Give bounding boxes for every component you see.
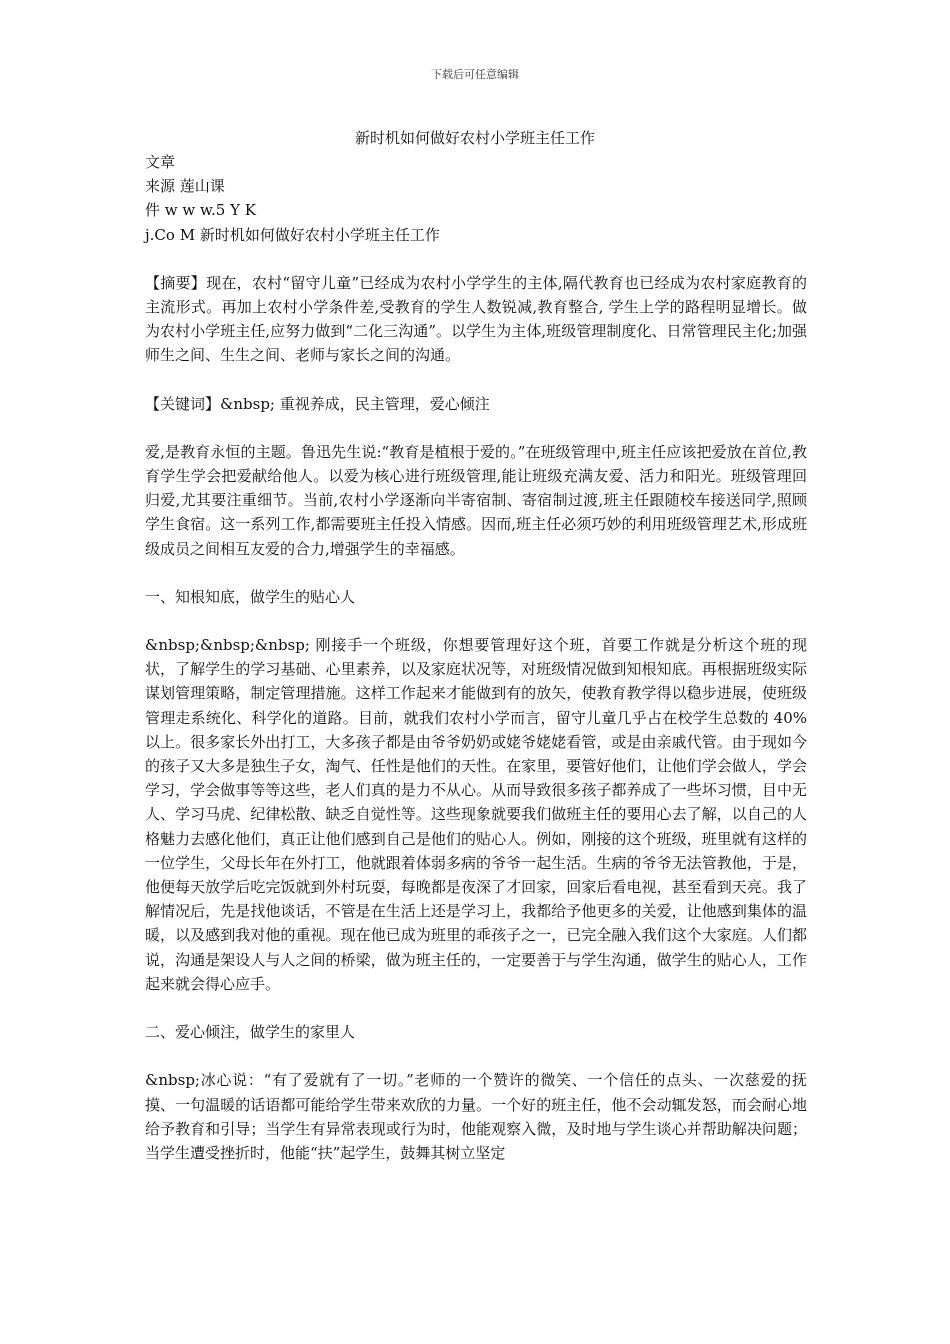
document-title: 新时机如何做好农村小学班主任工作 xyxy=(354,129,595,147)
section-paragraph: &nbsp;&nbsp;&nbsp; 刚接手一个班级，你想要管理好这个班，首要工作就是分析这个班的现状，了解学生的学习基础、心里素养，以及家庭状况等，对班级情况做到知根知底。再根据班级实际谋划管理策略，制定管理措施。这样工作起来才能做到有的放矢，使教育教学得以稳步进展，使班级管理走系统化、科学化的道路。目前，就我们农村小学而言，留守儿童几乎占在校学生总数的 40%以上。很多家长外出打工，大多孩子都是由爷爷奶奶或姥爷姥姥看管，或是由亲戚代管。由于现如今的孩子又大多是独生子女，淘气、任性是他们的天性。在家里，要管好他们，让他们学会做人，学会学习，学会做事等等这些，老人们真的是力不从心。从而导致很多孩子都养成了一些坏习惯，目中无人、学习马虎、纪律松散、缺乏自觉性等。这些现象就要我们做班主任的要用心去了解，以自己的人格魅力去感化他们，真正让他们感到自己是他们的贴心人。例如，刚接的这个班级，班里就有这样的一位学生，父母长年在外打工，他就跟着体弱多病的爷爷一起生活。生病的爷爷无法管教他，于是，他便每天放学后吃完饭就到外村玩耍，每晚都是夜深了才回家，回家后看电视，甚至看到天亮。我了解情况后，先是找他谈话，不管是在生活上还是学习上，我都给予他更多的关爱，让他感到集体的温暖，以及感到我对他的重视。现在他已成为班里的乖孩子之一，已完全融入我们这个大家庭。人们都说，沟通是架设人与人之间的桥梁，做为班主任的，一定要善于与学生沟通，做学生的贴心人，工作起来就会得心应手。 xyxy=(145,636,807,993)
source-line: 件 w w w.5 Y K xyxy=(145,201,256,220)
source-line: 文章 xyxy=(145,153,176,171)
section-heading: 二、爱心倾注，做学生的家里人 xyxy=(145,1023,356,1042)
document-body xyxy=(145,150,807,1165)
section-paragraph: &nbsp;冰心说：“有了爱就有了一切。”老师的一个赞许的微笑、一个信任的点头、一次慈爱的抚摸、一句温暖的话语都可能给学生带来欢欣的力量。一个好的班主任，他不会动辄发怒，而会耐心地给予教育和引导；当学生有异常表现或行为时，他能观察入微，及时地与学生谈心并帮助解决问题；当学生遭受挫折时，他能“扶”起学生，鼓舞其树立坚定 xyxy=(145,1071,807,1162)
section-heading: 一、知根知底，做学生的贴心人 xyxy=(145,587,356,606)
download-note: 下载后可任意编辑 xyxy=(431,68,519,81)
intro-paragraph: 爱,是教育永恒的主题。鲁迅先生说:“教育是植根于爱的。”在班级管理中,班主任应该把爱放在首位,教育学生学会把爱献给他人。以爱为核心进行班级管理,能让班级充满友爱、活力和阳光。班级管理回归爱,尤其要注重细节。当前,农村小学逐渐向半寄宿制、寄宿制过渡,班主任跟随校车接送同学,照顾学生食宿。这一系列工作,都需要班主任投入情感。因而,班主任必须巧妙的利用班级管理艺术,形成班级成员之间相互友爱的合力,增强学生的幸福感。 xyxy=(145,442,807,558)
source-line: 来源 莲山课 xyxy=(145,177,225,196)
abstract-paragraph: 【摘要】现在，农村“留守儿童”已经成为农村小学学生的主体,隔代教育也已经成为农村家庭教育的主流形式。再加上农村小学条件差,受教育的学生人数锐减,教育整合, 学生上学的路程明显增长。做为农村小学班主任,应努力做到“二化三沟通”。以学生为主体,班级管理制度化、日常管理民主化;加强师生之间、生生之间、老师与家长之间的沟通。 xyxy=(145,273,807,365)
keywords-paragraph: 【关键词】&nbsp; 重视养成，民主管理，爱心倾注 xyxy=(145,394,490,413)
source-line: j.Co M 新时机如何做好农村小学班主任工作 xyxy=(145,225,440,244)
